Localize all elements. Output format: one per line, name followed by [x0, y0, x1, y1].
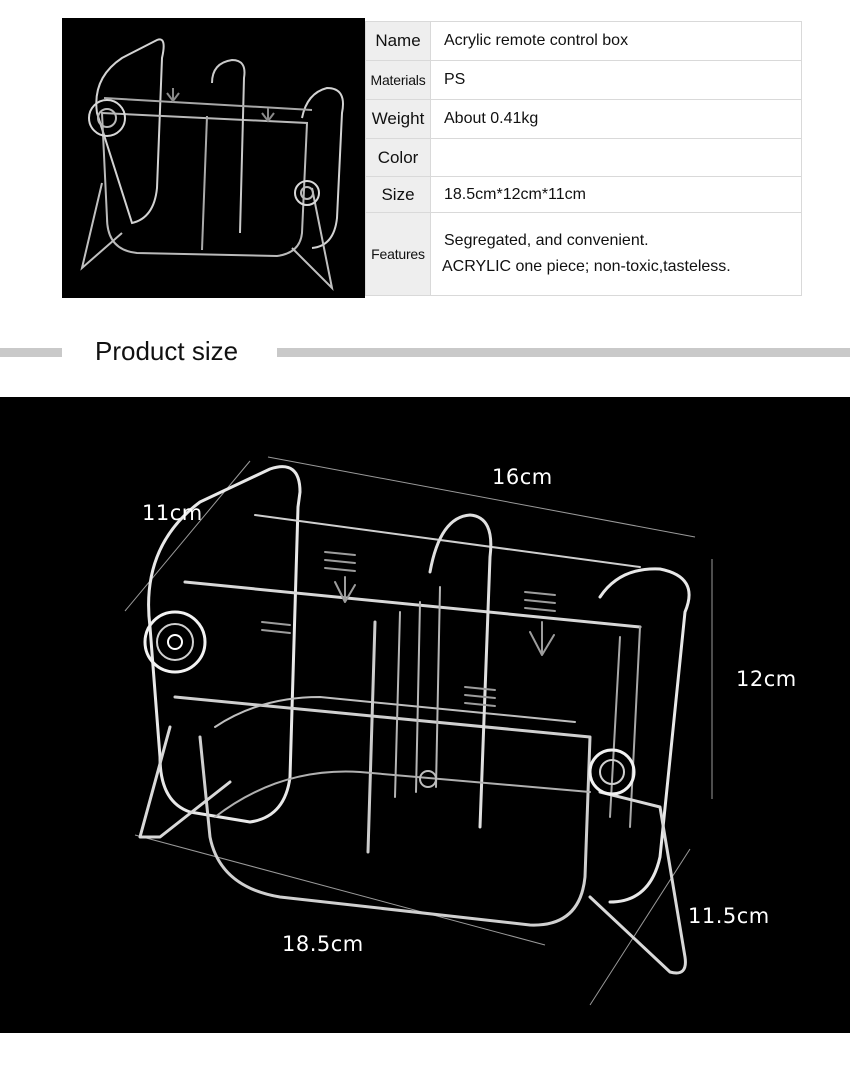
- spec-label: Materials: [366, 61, 431, 100]
- feature-line: ACRYLIC one piece; non-toxic,tasteless.: [442, 258, 731, 275]
- spec-row-weight: [366, 100, 802, 139]
- feature-line: Segregated, and convenient.: [444, 232, 649, 249]
- spec-value: About 0.41kg: [431, 100, 802, 139]
- dimension-label-depth-bottom: 11.5cm: [688, 904, 770, 928]
- spec-row-name: [366, 22, 802, 61]
- product-thumbnail: [62, 18, 365, 298]
- section-divider-left: [0, 348, 62, 357]
- spec-label: Name: [366, 22, 431, 61]
- spec-row-color: [366, 139, 802, 177]
- acrylic-box-illustration-large: [0, 397, 850, 1033]
- spec-label: Color: [366, 139, 431, 177]
- spec-value: Acrylic remote control box: [431, 22, 802, 61]
- spec-row-features: [366, 213, 802, 296]
- acrylic-box-illustration-small: [62, 18, 365, 298]
- dimension-label-length-top: 16cm: [492, 465, 553, 489]
- section-title: Product size: [95, 336, 239, 366]
- spec-value: PS: [431, 61, 802, 100]
- spec-row-size: [366, 177, 802, 213]
- section-divider-right: [277, 348, 850, 357]
- dimension-line-depth-bottom: [590, 849, 690, 1005]
- spec-label: Size: [366, 177, 431, 213]
- dimension-line-depth-top: [125, 461, 250, 611]
- spec-row-materials: [366, 61, 802, 100]
- spec-label: Weight: [366, 100, 431, 139]
- spec-table: [365, 21, 802, 296]
- spec-label: Features: [366, 213, 431, 296]
- dimension-label-length-bottom: 18.5cm: [282, 932, 364, 956]
- dimension-line-length-bottom: [135, 835, 545, 945]
- spec-value: 18.5cm*12cm*11cm: [431, 177, 802, 213]
- spec-value: [431, 139, 802, 177]
- product-size-photo: [0, 397, 850, 1033]
- spec-value: [431, 213, 802, 296]
- dimension-label-depth-top: 11cm: [142, 501, 203, 525]
- dimension-label-height: 12cm: [736, 667, 797, 691]
